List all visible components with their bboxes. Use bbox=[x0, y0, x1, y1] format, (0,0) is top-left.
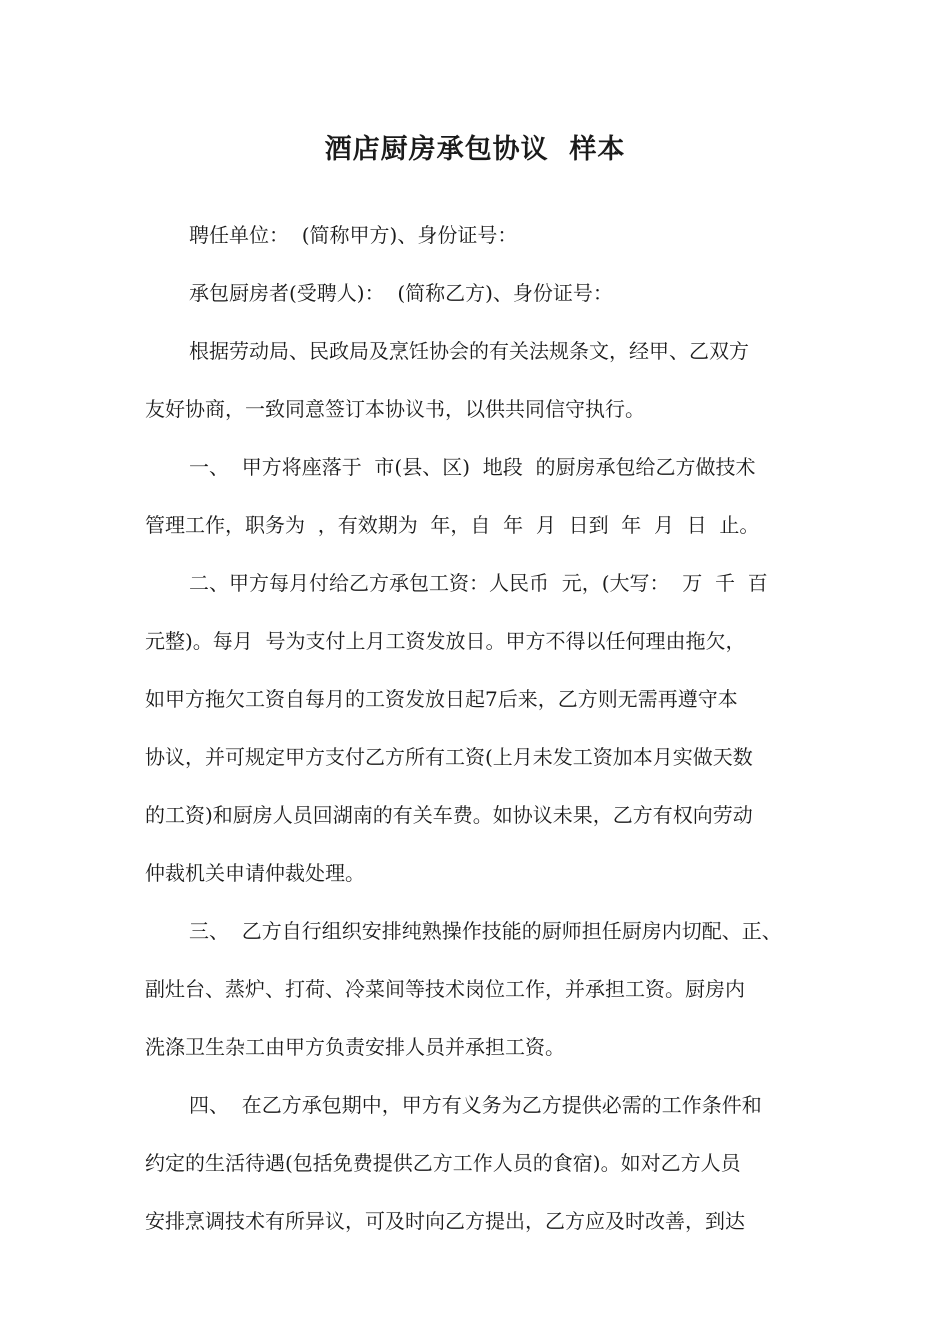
text-line: 如甲方拖欠工资自每月的工资发放日起7后来，乙方则无需再遵守本 bbox=[145, 687, 738, 711]
text-line: 一、 甲方将座落于 市(县、区) 地段 的厨房承包给乙方做技术 bbox=[189, 455, 756, 479]
text-line: 洗涤卫生杂工由甲方负责安排人员并承担工资。 bbox=[145, 1035, 565, 1059]
text-line: 的工资)和厨房人员回湖南的有关车费。如协议未果，乙方有权向劳动 bbox=[145, 803, 753, 827]
text-line: 管理工作，职务为 ，有效期为 年，自 年 月 日到 年 月 日 止。 bbox=[145, 513, 760, 537]
document-title: 酒店厨房承包协议 样本 bbox=[324, 134, 626, 165]
text-line: 二、甲方每月付给乙方承包工资：人民币 元，(大写： 万 千 百 bbox=[189, 571, 768, 595]
text-line: 根据劳动局、民政局及烹饪协会的有关法规条文，经甲、乙双方 bbox=[189, 339, 749, 363]
text-line: 仲裁机关申请仲裁处理。 bbox=[145, 861, 365, 885]
text-line: 友好协商，一致同意签订本协议书，以供共同信守执行。 bbox=[145, 397, 645, 421]
document-body bbox=[145, 206, 825, 1250]
text-line: 元整)。每月 号为支付上月工资发放日。甲方不得以任何理由拖欠， bbox=[145, 629, 746, 653]
text-line: 聘任单位： (简称甲方)、身份证号： bbox=[189, 223, 518, 247]
text-line: 承包厨房者(受聘人)： (简称乙方)、身份证号： bbox=[189, 281, 613, 305]
text-line: 安排烹调技术有所异议，可及时向乙方提出，乙方应及时改善，到达 bbox=[145, 1209, 745, 1233]
text-line: 约定的生活待遇(包括免费提供乙方工作人员的食宿)。如对乙方人员 bbox=[145, 1151, 741, 1175]
text-line: 协议，并可规定甲方支付乙方所有工资(上月未发工资加本月实做天数 bbox=[145, 745, 753, 769]
text-line: 副灶台、蒸炉、打荷、冷菜间等技术岗位工作，并承担工资。厨房内 bbox=[145, 977, 745, 1001]
text-line: 四、 在乙方承包期中，甲方有义务为乙方提供必需的工作条件和 bbox=[189, 1093, 762, 1117]
text-line: 三、 乙方自行组织安排纯熟操作技能的厨师担任厨房内切配、正、 bbox=[189, 919, 782, 943]
